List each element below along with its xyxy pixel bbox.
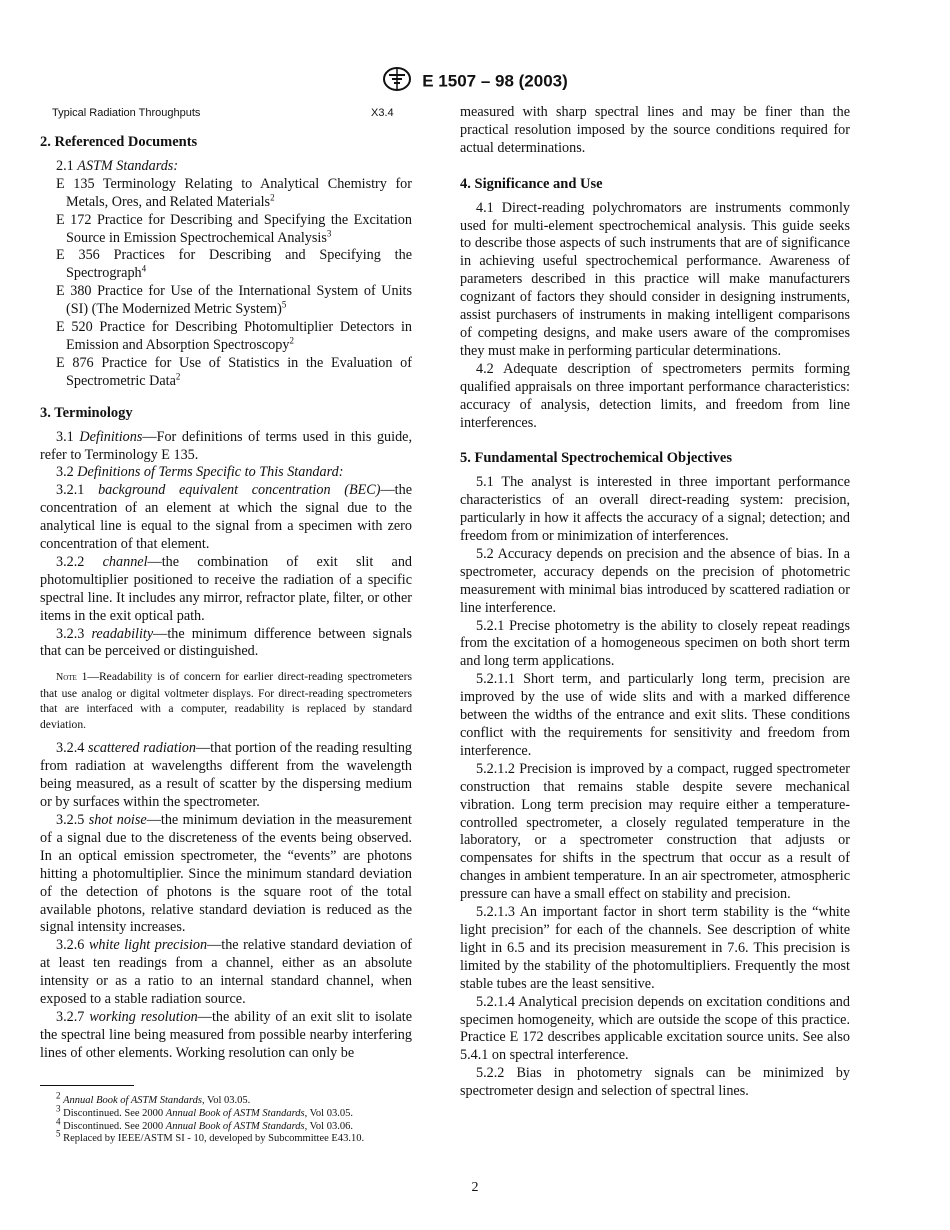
footnote-divider <box>40 1085 134 1086</box>
running-section: X3.4 <box>371 107 394 119</box>
definition: 3.2.2 channel—the combination of exit slit and photomultiplier positioned to receive the radiation of a specific spectral line. It includes any mirror, refractor plate, filter, or other items in the exit optical path. <box>40 553 413 624</box>
paragraph: 4.1 Direct-reading polychromators are instruments commonly used for multi-element spectrochemical analysis. This guide seeks to describe those aspects of such instruments that are of significance in achieving useful spectrochemical performance. Awareness of parameters described in this practice will make manufacturers cognizant of factors they should consider in designing instruments, assist purchasers of instruments in making intelligent comparisons of competing designs, and make users aware of the compromises they must make in performing particular determinations. <box>460 199 850 359</box>
reference-item: E 356 Practices for Describing and Specifying the Spectrograph$^4$ <box>56 247 412 282</box>
paragraph: 5.2.1.3 An important factor in short term stability is the “white light precision” for each of the channels. See description of white light in 6.5 and its precision measurement in 7.6. This precision is limited by the stability of the photomultipliers. Frequently the most stable tubes are the least sensitive. <box>460 904 850 992</box>
standard-designation: E 1507 – 98 (2003) <box>422 71 568 91</box>
footnote: $^3$ Discontinued. See 2000 Annual Book of ASTM Standards, Vol 03.05. <box>56 1103 353 1119</box>
footnote: $^4$ Discontinued. See 2000 Annual Book of ASTM Standards, Vol 03.06. <box>56 1116 353 1132</box>
note: Note 1—Readability is of concern for earlier direct-reading spectrometers that use analog or digital voltmeter displays. For direct-reading spectrometers that are interfaced with a computer, readability is replaced by standard deviation. <box>40 670 412 731</box>
reference-item: E 135 Terminology Relating to Analytical Chemistry for Metals, Ores, and Related Materials$^2$ <box>56 175 412 210</box>
footnote: $^2$ Annual Book of ASTM Standards, Vol 03.05. <box>56 1090 251 1106</box>
definition: 3.2.4 scattered radiation—that portion of the reading resulting from radiation at wavelengths different from the wavelength being measured, as a result of scatter by the dispersing medium or by surfaces within the spectrometer. <box>40 740 413 811</box>
definition: 3.2.1 background equivalent concentration (BEC)—the concentration of an element at which the signal due to the analytical line is equal to the signal from a specimen with zero concentration of that element. <box>40 482 413 553</box>
definition: 3.2.6 white light precision—the relative standard deviation of at least ten readings from a channel, either as an absolute intensity or as a ratio to an internal standard channel, when exposed to a stable radiation source. <box>40 937 413 1008</box>
paragraph: 5.1 The analyst is interested in three important performance characteristics of an overall direct-reading system: precision, particularly in how it affects the accuracy of a signal; detection; and freedom from or minimization of interferences. <box>460 474 850 545</box>
paragraph: 5.2.1 Precise photometry is the ability to closely repeat readings from the excitation of a homogeneous specimen on both short term and long term applications. <box>460 617 850 670</box>
reference-item: E 380 Practice for Use of the International System of Units (SI) (The Modernized Metric System)$^5$ <box>56 283 412 318</box>
running-title: Typical Radiation Throughputs <box>52 107 201 119</box>
reference-item: E 520 Practice for Describing Photomultiplier Detectors in Emission and Absorption Spectroscopy$^2$ <box>56 319 412 353</box>
page-header <box>0 66 950 97</box>
paragraph: 3.1 Definitions—For definitions of terms used in this guide, refer to Terminology E 135. <box>40 428 413 463</box>
definition: 3.2.5 shot noise—the minimum deviation in the measurement of a signal due to the discreteness of the events being observed. In an optical emission spectrometer, the “events” are photons hitting a photomultiplier. Since the minimum standard deviation of the detection of photons is the square root of the total available photons, relative standard deviation is reduced as the signal intensity increases. <box>40 812 412 936</box>
footnote: $^5$ Replaced by IEEE/ASTM SI - 10, developed by Subcommittee E43.10. <box>56 1128 365 1145</box>
paragraph-continuation: measured with sharp spectral lines and may be finer than the practical resolution imposed by the source conditions required for actual determinations. <box>460 104 850 156</box>
paragraph: 5.2.1.4 Analytical precision depends on excitation conditions and specimen homogeneity, which are outside the scope of this practice. Practice E 172 describes applicable excitation source units. See also 5.4.1 on spectral interference. <box>460 993 850 1064</box>
paragraph: 5.2.2 Bias in photometry signals can be minimized by spectrometer design and selection of spectral lines. <box>460 1065 850 1100</box>
astm-logo-icon <box>382 66 412 97</box>
right-column <box>460 104 850 1101</box>
paragraph: 2.1 ASTM Standards: <box>56 157 179 174</box>
left-column <box>40 134 412 1063</box>
section-heading: 5. Fundamental Spectrochemical Objectives <box>460 450 732 467</box>
paragraph: 5.2.1.2 Precision is improved by a compact, rugged spectrometer construction that remains stable despite severe mechanical vibration. Long term precision may require either a temperature-controlled spectrometer, a closely regulated temperature in the laboratory, or a spectrometer construction that adjusts or compensates for shifts in the spectrum that occur as a result of changes in ambient temperature. In an air spectrometer, atmospheric pressure can have a small effect on stability and precision. <box>460 760 850 903</box>
footnotes <box>40 1085 412 1146</box>
section-heading: 2. Referenced Documents <box>40 134 198 150</box>
paragraph: 4.2 Adequate description of spectrometers permits forming qualified appraisals on three important performance characteristics: accuracy of analysis, detection limits, and freedom from line interferences. <box>460 360 850 431</box>
page-number: 2 <box>471 1180 479 1195</box>
section-heading: 4. Significance and Use <box>460 175 603 192</box>
reference-item: E 876 Practice for Use of Statistics in the Evaluation of Spectrometric Data$^2$ <box>56 354 412 389</box>
reference-item: E 172 Practice for Describing and Specifying the Excitation Source in Emission Spectrochemical Analysis$^3$ <box>56 211 412 246</box>
section-heading: 3. Terminology <box>40 404 133 421</box>
definition: 3.2.7 working resolution—the ability of an exit slit to isolate the spectral line being measured from possible nearby interfering lines of other elements. Working resolution can only be <box>40 1008 412 1061</box>
paragraph: 5.2.1.1 Short term, and particularly long term, precision are improved by the use of wide slits and with a marked difference between the widths of the entrance and exit slits. These conditions conflict with the requirements for sensitivity and freedom from interference. <box>460 671 850 759</box>
paragraph: 5.2 Accuracy depends on precision and the absence of bias. In a spectrometer, accuracy depends on the precision of photometric measurement with minimal bias introduced by scattered radiation or line interference. <box>460 545 850 616</box>
definition: 3.2.3 readability—the minimum difference between signals that can be perceived or distinguished. <box>40 625 413 660</box>
paragraph: 3.2 Definitions of Terms Specific to This Standard: <box>56 464 344 481</box>
